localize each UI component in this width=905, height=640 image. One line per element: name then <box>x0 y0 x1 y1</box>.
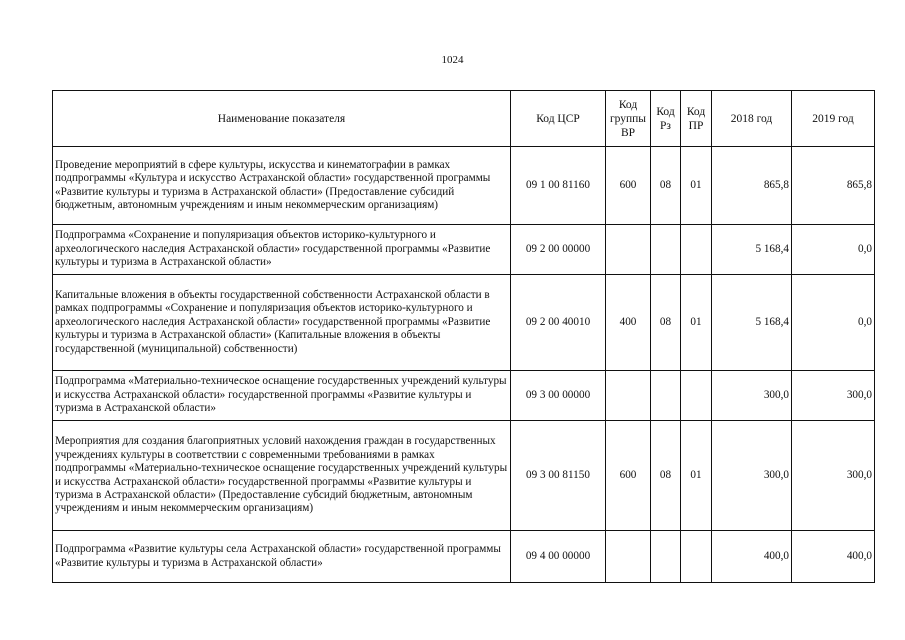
row-pr <box>681 225 712 275</box>
row-name: Капитальные вложения в объекты государственной собственности Астраханской области в рамках подпрограммы «Сохранение и популяризация объектов историко-культурного и археологического наследия Астраханской области» государственной программы «Развитие культуры и туризма в Астраханской области» (Капитальные вложения в объекты государственной (муниципальной) собственности) <box>53 275 511 371</box>
budget-table <box>52 90 875 583</box>
row-csr: 09 3 00 81150 <box>511 421 606 531</box>
row-rz <box>651 531 681 583</box>
row-2019: 865,8 <box>792 147 875 225</box>
table-header-row <box>53 91 875 147</box>
header-csr: Код ЦСР <box>511 91 606 147</box>
row-vr: 400 <box>606 275 651 371</box>
row-vr <box>606 225 651 275</box>
row-csr: 09 3 00 00000 <box>511 371 606 421</box>
row-2019: 300,0 <box>792 371 875 421</box>
row-vr: 600 <box>606 147 651 225</box>
row-2019: 0,0 <box>792 275 875 371</box>
header-pr: Код ПР <box>681 91 712 147</box>
table-row <box>53 147 875 225</box>
row-pr <box>681 371 712 421</box>
row-pr: 01 <box>681 275 712 371</box>
row-vr: 600 <box>606 421 651 531</box>
row-name: Подпрограмма «Развитие культуры села Астраханской области» государственной программы «Развитие культуры и туризма в Астраханской области» <box>53 531 511 583</box>
row-rz: 08 <box>651 275 681 371</box>
row-csr: 09 2 00 00000 <box>511 225 606 275</box>
header-name: Наименование показателя <box>53 91 511 147</box>
row-2018: 300,0 <box>712 421 792 531</box>
row-vr <box>606 371 651 421</box>
row-vr <box>606 531 651 583</box>
row-2019: 0,0 <box>792 225 875 275</box>
row-name: Подпрограмма «Материально-техническое оснащение государственных учреждений культуры и искусства Астраханской области» государственной программы «Развитие культуры и туризма в Астраханской области» <box>53 371 511 421</box>
row-2018: 400,0 <box>712 531 792 583</box>
header-rz: Код Рз <box>651 91 681 147</box>
row-name: Мероприятия для создания благоприятных условий нахождения граждан в государственных учреждениях культуры в соответствии с современными требованиями в рамках подпрограммы «Материально-техническое оснащение государственных учреждений культуры и искусства Астраханской области» государственной программы «Развитие культуры и туризма в Астраханской области» (Предоставление субсидий бюджетным, автономным учреждениям и иным некоммерческим организациям) <box>53 421 511 531</box>
row-2018: 5 168,4 <box>712 225 792 275</box>
table-row <box>53 275 875 371</box>
row-csr: 09 4 00 00000 <box>511 531 606 583</box>
table-row <box>53 421 875 531</box>
row-2019: 300,0 <box>792 421 875 531</box>
row-2018: 5 168,4 <box>712 275 792 371</box>
table-row <box>53 531 875 583</box>
header-2019: 2019 год <box>792 91 875 147</box>
row-2018: 865,8 <box>712 147 792 225</box>
row-name: Подпрограмма «Сохранение и популяризация объектов историко-культурного и археологического наследия Астраханской области» государственной программы «Развитие культуры и туризма в Астраханской области» <box>53 225 511 275</box>
row-csr: 09 2 00 40010 <box>511 275 606 371</box>
row-rz <box>651 225 681 275</box>
header-2018: 2018 год <box>712 91 792 147</box>
row-2018: 300,0 <box>712 371 792 421</box>
page-number: 1024 <box>441 54 464 66</box>
header-vr: Код группы ВР <box>606 91 651 147</box>
row-pr <box>681 531 712 583</box>
row-rz: 08 <box>651 147 681 225</box>
row-pr: 01 <box>681 147 712 225</box>
row-name: Проведение мероприятий в сфере культуры, искусства и кинематографии в рамках подпрограммы «Культура и искусство Астраханской области» государственной программы «Развитие культуры и туризма в Астраханской области» (Предоставление субсидий бюджетным, автономным учреждениям и иным некоммерческим организациям) <box>53 147 511 225</box>
row-2019: 400,0 <box>792 531 875 583</box>
row-pr: 01 <box>681 421 712 531</box>
row-rz <box>651 371 681 421</box>
row-rz: 08 <box>651 421 681 531</box>
row-csr: 09 1 00 81160 <box>511 147 606 225</box>
table-row <box>53 371 875 421</box>
table-row <box>53 225 875 275</box>
